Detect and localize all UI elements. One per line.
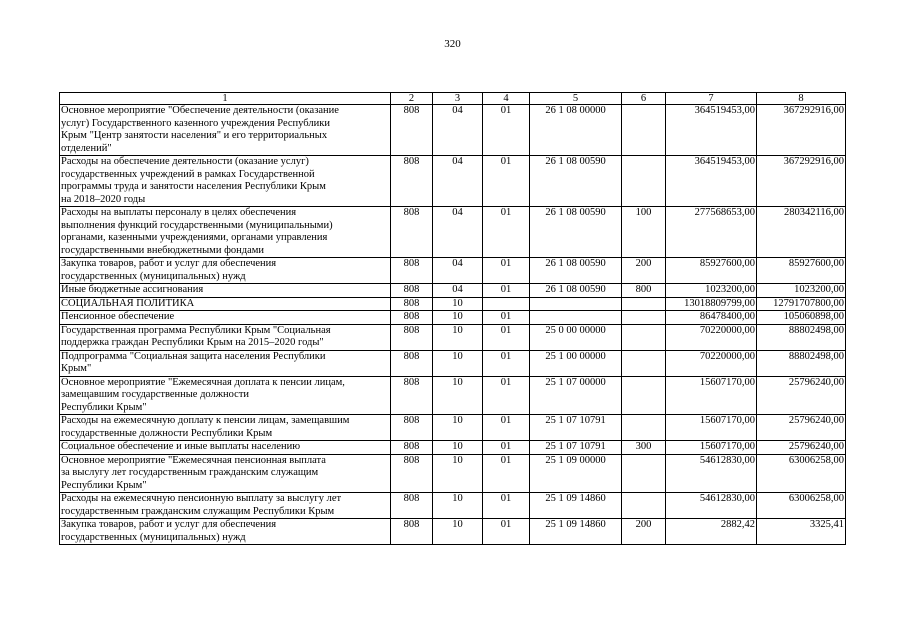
section-code-cell: 10	[433, 297, 483, 311]
row-name-cell	[60, 350, 391, 376]
subsection-code-cell: 01	[483, 519, 530, 545]
row-name-line: за выслугу лет государственным гражданским служащим	[61, 467, 319, 478]
amount-2019-cell: 364519453,00	[666, 156, 757, 207]
expense-type-cell	[622, 311, 666, 325]
section-code-cell: 10	[433, 350, 483, 376]
column-header: 1	[60, 93, 391, 105]
target-article-cell: 25 1 09 14860	[530, 519, 622, 545]
amount-2020-cell: 12791707800,00	[757, 297, 846, 311]
row-name-cell	[60, 258, 391, 284]
row-name-cell	[60, 311, 391, 325]
row-name-cell	[60, 493, 391, 519]
subsection-code-cell: 01	[483, 284, 530, 298]
subsection-code-cell: 01	[483, 415, 530, 441]
amount-2020-cell: 25796240,00	[757, 441, 846, 455]
row-name-line: Основное мероприятие "Ежемесячная доплата к пенсии лицам,	[61, 376, 345, 388]
amount-2020-cell: 367292916,00	[757, 156, 846, 207]
row-name-line: Социальное обеспечение и иные выплаты населению	[61, 441, 301, 452]
admin-code-cell: 808	[391, 105, 433, 156]
subsection-code-cell: 01	[483, 105, 530, 156]
target-article-cell: 25 1 09 14860	[530, 493, 622, 519]
row-name-cell	[60, 324, 391, 350]
amount-2019-cell: 277568653,00	[666, 207, 757, 258]
table-row	[60, 297, 846, 311]
row-name-line: Расходы на ежемесячную пенсионную выплату за выслугу лет	[61, 493, 342, 504]
section-code-cell: 04	[433, 156, 483, 207]
section-code-cell: 10	[433, 441, 483, 455]
table-row	[60, 441, 846, 455]
row-name-line: государственных (муниципальных) нужд	[61, 531, 246, 543]
row-name-line: Закупка товаров, работ и услуг для обеспечения	[61, 258, 277, 269]
row-name-line: органами, казенными учреждениями, органами управления	[61, 232, 328, 243]
section-code-cell: 04	[433, 258, 483, 284]
page-number: 320	[444, 38, 461, 50]
admin-code-cell: 808	[391, 493, 433, 519]
table-row	[60, 311, 846, 325]
target-article-cell: 25 1 07 10791	[530, 415, 622, 441]
column-header: 6	[622, 93, 666, 105]
subsection-code-cell: 01	[483, 441, 530, 455]
row-name-cell	[60, 454, 391, 493]
row-name-line: Расходы на обеспечение деятельности (оказание услуг)	[61, 156, 309, 167]
table-row	[60, 105, 846, 156]
admin-code-cell: 808	[391, 311, 433, 325]
row-name-line: на 2018–2020 годы	[61, 193, 146, 205]
row-name-line: Расходы на выплаты персоналу в целях обеспечения	[61, 207, 297, 218]
row-name-line: Подпрограмма "Социальная защита населения Республики	[61, 350, 326, 362]
amount-2020-cell: 25796240,00	[757, 376, 846, 415]
target-article-cell: 25 0 00 00000	[530, 324, 622, 350]
table-row	[60, 415, 846, 441]
expense-type-cell	[622, 454, 666, 493]
table-row	[60, 324, 846, 350]
row-name-line: отделений"	[61, 142, 112, 154]
row-name-cell	[60, 415, 391, 441]
column-header: 3	[433, 93, 483, 105]
row-name-line: Основное мероприятие "Обеспечение деятельности (оказание	[61, 105, 339, 116]
amount-2020-cell: 367292916,00	[757, 105, 846, 156]
amount-2019-cell: 364519453,00	[666, 105, 757, 156]
row-name-line: Закупка товаров, работ и услуг для обеспечения	[61, 519, 277, 530]
amount-2020-cell: 1023200,00	[757, 284, 846, 298]
table-body	[60, 105, 846, 545]
amount-2019-cell: 70220000,00	[666, 350, 757, 376]
section-code-cell: 04	[433, 284, 483, 298]
row-name-line: государственным гражданским служащим Республики Крым	[61, 505, 335, 517]
section-code-cell: 10	[433, 519, 483, 545]
amount-2019-cell: 15607170,00	[666, 376, 757, 415]
subsection-code-cell: 01	[483, 311, 530, 325]
admin-code-cell: 808	[391, 350, 433, 376]
amount-2019-cell: 2882,42	[666, 519, 757, 545]
column-header: 4	[483, 93, 530, 105]
section-code-cell: 10	[433, 376, 483, 415]
expense-type-cell: 100	[622, 207, 666, 258]
expense-type-cell	[622, 415, 666, 441]
admin-code-cell: 808	[391, 258, 433, 284]
row-name-cell	[60, 284, 391, 298]
row-name-line: государственными внебюджетными фондами	[61, 244, 265, 256]
table-row	[60, 350, 846, 376]
subsection-code-cell: 01	[483, 156, 530, 207]
row-name-line: государственных (муниципальных) нужд	[61, 270, 246, 282]
target-article-cell: 26 1 08 00590	[530, 207, 622, 258]
column-header: 5	[530, 93, 622, 105]
amount-2019-cell: 85927600,00	[666, 258, 757, 284]
subsection-code-cell: 01	[483, 493, 530, 519]
expense-type-cell	[622, 350, 666, 376]
row-name-line: выполнения функций государственными (муниципальными)	[61, 219, 333, 231]
row-name-line: услуг) Государственного казенного учреждения Республики	[61, 117, 330, 129]
expense-type-cell	[622, 493, 666, 519]
subsection-code-cell: 01	[483, 454, 530, 493]
admin-code-cell: 808	[391, 324, 433, 350]
target-article-cell: 25 1 07 00000	[530, 376, 622, 415]
row-name-line: Республики Крым"	[61, 401, 147, 413]
target-article-cell	[530, 297, 622, 311]
amount-2019-cell: 15607170,00	[666, 441, 757, 455]
expense-type-cell	[622, 156, 666, 207]
column-header: 2	[391, 93, 433, 105]
section-code-cell: 10	[433, 324, 483, 350]
target-article-cell: 26 1 08 00000	[530, 105, 622, 156]
row-name-line: поддержка граждан Республики Крым на 2015–2020 годы"	[61, 337, 324, 348]
amount-2019-cell: 54612830,00	[666, 493, 757, 519]
section-code-cell: 10	[433, 311, 483, 325]
admin-code-cell: 808	[391, 284, 433, 298]
admin-code-cell: 808	[391, 156, 433, 207]
row-name-line: Государственная программа Республики Крым "Социальная	[61, 324, 331, 336]
amount-2019-cell: 54612830,00	[666, 454, 757, 493]
row-name-line: государственных учреждений в рамках Государственной	[61, 168, 315, 180]
table-row	[60, 207, 846, 258]
admin-code-cell: 808	[391, 297, 433, 311]
budget-table	[59, 92, 846, 545]
admin-code-cell: 808	[391, 376, 433, 415]
admin-code-cell: 808	[391, 519, 433, 545]
target-article-cell: 25 1 00 00000	[530, 350, 622, 376]
target-article-cell: 26 1 08 00590	[530, 258, 622, 284]
table-row	[60, 376, 846, 415]
row-name-cell	[60, 376, 391, 415]
admin-code-cell: 808	[391, 207, 433, 258]
subsection-code-cell: 01	[483, 350, 530, 376]
row-name-cell	[60, 156, 391, 207]
row-name-line: Иные бюджетные ассигнования	[61, 284, 204, 295]
amount-2020-cell: 63006258,00	[757, 493, 846, 519]
row-name-line: Основное мероприятие "Ежемесячная пенсионная выплата	[61, 454, 326, 466]
table-row	[60, 284, 846, 298]
admin-code-cell: 808	[391, 441, 433, 455]
amount-2020-cell: 105060898,00	[757, 311, 846, 325]
expense-type-cell: 200	[622, 258, 666, 284]
column-header: 8	[757, 93, 846, 105]
subsection-code-cell: 01	[483, 376, 530, 415]
target-article-cell: 25 1 07 10791	[530, 441, 622, 455]
subsection-code-cell: 01	[483, 258, 530, 284]
column-header: 7	[666, 93, 757, 105]
row-name-cell	[60, 519, 391, 545]
amount-2020-cell: 25796240,00	[757, 415, 846, 441]
target-article-cell	[530, 311, 622, 325]
table-row	[60, 519, 846, 545]
row-name-line: программы труда и занятости населения Республики Крым	[61, 181, 326, 192]
expense-type-cell: 800	[622, 284, 666, 298]
table-row	[60, 258, 846, 284]
amount-2020-cell: 3325,41	[757, 519, 846, 545]
subsection-code-cell: 01	[483, 207, 530, 258]
row-name-line: Крым "Центр занятости населения" и его территориальных	[61, 130, 328, 141]
expense-type-cell	[622, 376, 666, 415]
row-name-line: Расходы на ежемесячную доплату к пенсии лицам, замещавшим	[61, 415, 350, 426]
table-row	[60, 156, 846, 207]
row-name-line: Республики Крым"	[61, 479, 147, 491]
section-code-cell: 10	[433, 493, 483, 519]
amount-2019-cell: 86478400,00	[666, 311, 757, 325]
amount-2019-cell: 1023200,00	[666, 284, 757, 298]
amount-2020-cell: 280342116,00	[757, 207, 846, 258]
section-code-cell: 10	[433, 415, 483, 441]
row-name-line: государственные должности Республики Крым	[61, 427, 273, 439]
expense-type-cell	[622, 297, 666, 311]
row-name-cell	[60, 207, 391, 258]
amount-2020-cell: 85927600,00	[757, 258, 846, 284]
section-code-cell: 04	[433, 105, 483, 156]
target-article-cell: 26 1 08 00590	[530, 156, 622, 207]
row-name-cell	[60, 297, 391, 311]
expense-type-cell: 300	[622, 441, 666, 455]
amount-2019-cell: 70220000,00	[666, 324, 757, 350]
row-name-cell	[60, 441, 391, 455]
section-code-cell: 10	[433, 454, 483, 493]
admin-code-cell: 808	[391, 454, 433, 493]
amount-2020-cell: 88802498,00	[757, 324, 846, 350]
expense-type-cell	[622, 324, 666, 350]
expense-type-cell	[622, 105, 666, 156]
table-row	[60, 454, 846, 493]
row-name-line: Крым"	[61, 363, 92, 374]
subsection-code-cell	[483, 297, 530, 311]
row-name-line: СОЦИАЛЬНАЯ ПОЛИТИКА	[61, 297, 195, 309]
amount-2019-cell: 15607170,00	[666, 415, 757, 441]
expense-type-cell: 200	[622, 519, 666, 545]
section-code-cell: 04	[433, 207, 483, 258]
subsection-code-cell: 01	[483, 324, 530, 350]
amount-2020-cell: 88802498,00	[757, 350, 846, 376]
table-row	[60, 493, 846, 519]
table-header-row	[60, 93, 846, 105]
admin-code-cell: 808	[391, 415, 433, 441]
amount-2019-cell: 13018809799,00	[666, 297, 757, 311]
target-article-cell: 26 1 08 00590	[530, 284, 622, 298]
target-article-cell: 25 1 09 00000	[530, 454, 622, 493]
row-name-line: Пенсионное обеспечение	[61, 311, 175, 322]
row-name-cell	[60, 105, 391, 156]
amount-2020-cell: 63006258,00	[757, 454, 846, 493]
row-name-line: замещавшим государственные должности	[61, 389, 250, 400]
